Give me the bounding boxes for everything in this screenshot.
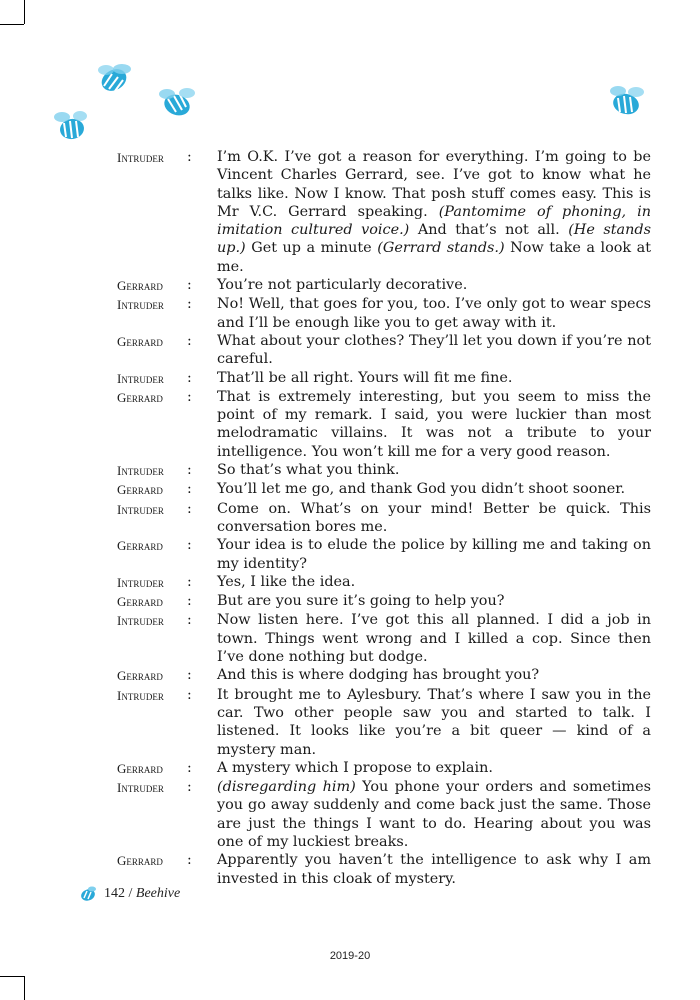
speaker-name: Gerrard — [117, 389, 163, 405]
speech-segment: Yes, I like the idea. — [217, 573, 356, 590]
bee-icon — [52, 107, 94, 147]
speaker-name: Intruder — [117, 463, 164, 479]
speech-segment: Get up a minute — [245, 240, 378, 257]
speech-text — [217, 276, 651, 294]
stage-direction: (Gerrard stands.) — [377, 240, 505, 257]
speech-segment: A mystery which I propose to explain. — [217, 759, 493, 776]
speaker-colon: : — [187, 573, 192, 590]
speech-segment: It brought me to Aylesbury. That’s where I saw you in the car. Two other people saw you and started to talk. I listened. It looks like you’re a bit queer — kind of a mystery man. — [217, 686, 651, 758]
stage-direction: (disregarding him) — [217, 779, 356, 796]
dialogue-line — [117, 536, 651, 573]
speaker-colon: : — [187, 667, 192, 684]
speech-segment: You phone your orders and sometimes you go away suddenly and come back just the same. Those are just the things I want to do. Hearing about you was one of my luckiest breaks. — [217, 779, 651, 850]
footer-separator: / — [125, 886, 136, 901]
speech-text — [217, 148, 651, 276]
speech-text — [217, 666, 651, 684]
book-title: Beehive — [135, 886, 181, 901]
speaker-name: Gerrard — [117, 668, 163, 684]
speaker-colon: : — [187, 149, 192, 165]
speaker-name: Intruder — [117, 687, 164, 703]
dialogue-line — [117, 686, 651, 759]
speech-segment: That’ll be all right. Yours will fit me fine. — [217, 369, 513, 386]
speech-text — [217, 536, 651, 573]
speech-segment: I’m O.K. I’ve got a reason for everything. I’m going to be Vincent Charles Gerrard, see. I’ve got to know what he talks like. Now I know. That posh stuff comes easy. This is Mr V.C. Gerrard speaking. — [217, 149, 651, 220]
speech-segment: Your idea is to elude the police by killing me and taking on my identity? — [217, 537, 651, 572]
year-label: 2019-20 — [329, 950, 371, 962]
crop-mark — [0, 24, 24, 25]
dialogue-line — [117, 388, 651, 461]
speaker-colon: : — [187, 612, 192, 629]
page-footer — [78, 885, 180, 903]
speaker-colon: : — [187, 388, 192, 405]
dialogue — [117, 148, 651, 888]
speaker-colon: : — [187, 779, 192, 796]
speaker-name: Intruder — [117, 574, 164, 590]
stage-direction: (He stands up.) — [217, 222, 651, 257]
stage-direction: (Pantomime of phoning, in imitation cultured voice.) — [217, 203, 651, 239]
speaker-colon: : — [187, 759, 192, 776]
crop-mark — [24, 0, 25, 24]
speech-segment: You’ll let me go, and thank God you didn’t shoot sooner. — [217, 481, 626, 498]
page-number: 142 — [104, 886, 125, 901]
speaker-name: Gerrard — [117, 760, 163, 776]
dialogue-line — [117, 666, 651, 685]
bee-icon — [155, 84, 201, 124]
speech-text — [217, 759, 651, 777]
dialogue-line — [117, 148, 651, 276]
speech-segment: Apparently you haven’t the intelligence to ask why I am invested in this cloak of mystery. — [217, 852, 651, 887]
speaker-name: Gerrard — [117, 278, 163, 294]
speaker-colon: : — [187, 537, 192, 554]
dialogue-line — [117, 592, 651, 611]
speaker-name: Gerrard — [117, 538, 163, 554]
speech-segment: No! Well, that goes for you, too. I’ve only got to wear specs and I’ll be enough like you to get away with it. — [217, 296, 651, 331]
speaker-colon: : — [187, 593, 192, 610]
speaker-name: Gerrard — [117, 482, 163, 498]
bee-icon — [92, 58, 138, 100]
speech-text — [217, 388, 651, 461]
speech-segment: You’re not particularly decorative. — [217, 277, 468, 294]
speech-text — [217, 851, 651, 888]
speech-text — [217, 295, 651, 332]
dialogue-line — [117, 276, 651, 295]
dialogue-line — [117, 369, 651, 388]
speaker-name: Gerrard — [117, 853, 163, 869]
speech-segment: Now listen here. I’ve got this all planned. I did a job in town. Things went wrong and I killed a cop. Since then I’ve done nothing but dodge. — [217, 612, 651, 666]
speech-segment: That is extremely interesting, but you seem to miss the point of my remark. I said, you were luckier than most melodramatic villains. It was not a tribute to your intelligence. You won’t kill me for a very good reason. — [217, 388, 651, 460]
speaker-colon: : — [187, 481, 192, 498]
speech-segment: But are you sure it’s going to help you? — [217, 593, 505, 610]
dialogue-line — [117, 295, 651, 332]
dialogue-line — [117, 778, 651, 851]
speaker-colon: : — [187, 296, 192, 313]
speech-text — [217, 686, 651, 759]
crop-mark — [0, 976, 24, 977]
speech-segment: So that’s what you think. — [217, 462, 400, 479]
speech-text — [217, 332, 651, 369]
dialogue-line — [117, 759, 651, 778]
speaker-name: Gerrard — [117, 333, 163, 349]
speaker-colon: : — [187, 332, 192, 349]
dialogue-line — [117, 851, 651, 888]
speaker-name: Intruder — [117, 613, 164, 629]
speech-text — [217, 480, 651, 498]
dialogue-line — [117, 480, 651, 499]
speech-segment: What about your clothes? They’ll let you down if you’re not careful. — [217, 332, 651, 368]
speech-text — [217, 573, 651, 591]
speaker-name: Intruder — [117, 150, 164, 165]
dialogue-line — [117, 500, 651, 537]
speech-text — [217, 461, 651, 479]
speech-text — [217, 611, 651, 666]
speech-text — [217, 500, 651, 537]
crop-mark — [24, 976, 25, 1000]
dialogue-line — [117, 332, 651, 369]
speaker-colon: : — [187, 369, 192, 386]
speaker-name: Intruder — [117, 780, 164, 796]
speech-text — [217, 778, 651, 851]
dialogue-line — [117, 461, 651, 480]
speech-text — [217, 369, 651, 387]
speech-segment: And this is where dodging has brought you? — [217, 667, 540, 684]
dialogue-line — [117, 611, 651, 666]
speaker-colon: : — [187, 462, 192, 479]
dialogue-line — [117, 573, 651, 592]
speaker-name: Gerrard — [117, 594, 163, 610]
speaker-name: Intruder — [117, 297, 164, 313]
speaker-name: Intruder — [117, 370, 164, 386]
bee-icon — [78, 885, 98, 903]
bee-icon — [604, 82, 648, 122]
speaker-colon: : — [187, 852, 192, 869]
speech-segment: And that’s not all. — [409, 222, 569, 239]
speech-segment: Now take a look at me. — [217, 240, 652, 275]
speech-segment: Come on. What’s on your mind! Better be quick. This conversation bores me. — [217, 500, 651, 535]
speaker-name: Intruder — [117, 501, 164, 517]
speaker-colon: : — [187, 277, 192, 294]
speaker-colon: : — [187, 686, 192, 703]
speaker-colon: : — [187, 500, 192, 517]
speech-text — [217, 592, 651, 610]
